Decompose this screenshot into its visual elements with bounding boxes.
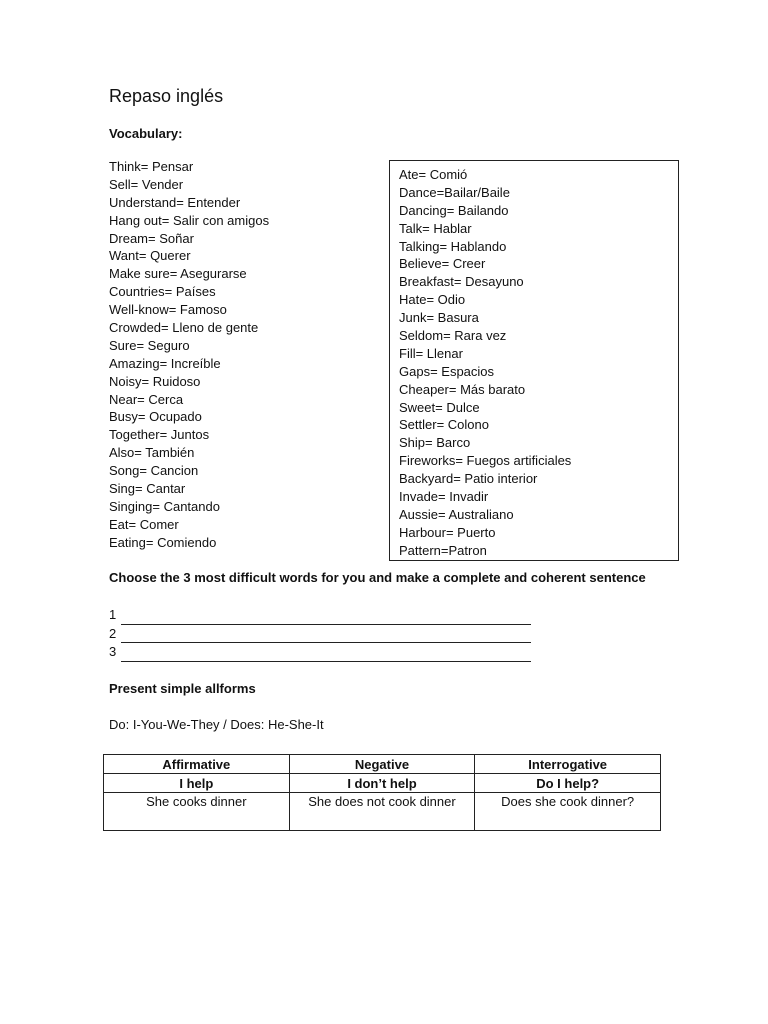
- present-simple-table: [103, 754, 661, 831]
- list-item: Amazing= Increíble: [109, 355, 221, 371]
- answer-line-2[interactable]: [109, 625, 531, 644]
- list-item: Countries= Países: [109, 284, 216, 300]
- do-does-rule: Do: I-You-We-They / Does: He-She-It: [109, 717, 324, 732]
- list-item: Believe= Creer: [399, 256, 486, 272]
- list-item: Ate= Comió: [399, 167, 468, 182]
- list-item: Cheaper= Más barato: [399, 381, 526, 397]
- list-item: Singing= Cantando: [109, 498, 220, 514]
- vocabulary-list-right: [399, 166, 571, 560]
- page-title: Repaso inglés: [109, 86, 224, 106]
- list-item: Dream= Soñar: [109, 230, 194, 246]
- list-item: Want= Querer: [109, 248, 191, 264]
- list-item: Ship= Barco: [399, 435, 471, 451]
- line-number: 3: [109, 644, 117, 659]
- subheader-interrogative: Do I help?: [475, 774, 661, 793]
- header-negative: Negative: [289, 755, 475, 774]
- vocabulary-heading: Vocabulary:: [109, 126, 183, 141]
- list-item: Crowded= Lleno de gente: [109, 320, 259, 336]
- list-item: Talking= Hablando: [399, 238, 507, 254]
- example-interrogative: Does she cook dinner?: [475, 793, 661, 831]
- vocabulary-box-right: [389, 160, 679, 561]
- list-item: Breakfast= Desayuno: [399, 274, 524, 290]
- subheader-negative: I don’t help: [289, 774, 475, 793]
- exercise-instruction: Choose the 3 most difficult words for you and make a complete and coherent sentence: [109, 570, 646, 585]
- list-item: Well-know= Famoso: [109, 302, 227, 318]
- list-item: Also= También: [109, 445, 195, 461]
- list-item: Pattern=Patron: [399, 542, 487, 558]
- subheader-affirmative: I help: [104, 774, 290, 793]
- table-row: [104, 793, 661, 831]
- list-item: Eating= Comiendo: [109, 534, 217, 550]
- blank-line[interactable]: [121, 629, 531, 643]
- list-item: Sing= Cantar: [109, 481, 186, 497]
- list-item: Sure= Seguro: [109, 337, 190, 353]
- list-item: Hang out= Salir con amigos: [109, 212, 270, 228]
- blank-line[interactable]: [121, 648, 531, 662]
- list-item: Talk= Hablar: [399, 220, 472, 236]
- line-number: 1: [109, 607, 117, 622]
- example-negative: She does not cook dinner: [289, 793, 475, 831]
- example-affirmative: She cooks dinner: [104, 793, 290, 831]
- answer-line-1[interactable]: [109, 606, 531, 625]
- list-item: Aussie= Australiano: [399, 506, 514, 522]
- list-item: Busy= Ocupado: [109, 409, 202, 425]
- blank-line[interactable]: [121, 611, 531, 625]
- table-row: [104, 774, 661, 793]
- list-item: Gaps= Espacios: [399, 363, 495, 379]
- list-item: Backyard= Patio interior: [399, 471, 538, 487]
- list-item: Settler= Colono: [399, 417, 489, 433]
- list-item: Junk= Basura: [399, 310, 479, 326]
- list-item: Make sure= Asegurarse: [109, 266, 247, 282]
- list-item: Invade= Invadir: [399, 489, 489, 505]
- list-item: Harbour= Puerto: [399, 524, 496, 540]
- list-item: Eat= Comer: [109, 516, 179, 532]
- list-item: Near= Cerca: [109, 391, 184, 407]
- line-number: 2: [109, 625, 117, 641]
- list-item: Understand= Entender: [109, 194, 241, 210]
- list-item: Sweet= Dulce: [399, 399, 480, 415]
- list-item: Think= Pensar: [109, 159, 194, 174]
- list-item: Fill= Llenar: [399, 345, 463, 361]
- header-affirmative: Affirmative: [104, 755, 290, 774]
- answer-lines: [109, 606, 531, 662]
- list-item: Noisy= Ruidoso: [109, 373, 201, 389]
- list-item: Hate= Odio: [399, 292, 466, 308]
- list-item: Song= Cancion: [109, 463, 199, 479]
- list-item: Together= Juntos: [109, 427, 210, 443]
- list-item: Dancing= Bailando: [399, 202, 509, 218]
- vocabulary-list-left: [109, 158, 269, 552]
- list-item: Dance=Bailar/Baile: [399, 184, 510, 200]
- present-simple-heading: Present simple allforms: [109, 681, 256, 696]
- list-item: Fireworks= Fuegos artificiales: [399, 453, 572, 469]
- list-item: Sell= Vender: [109, 176, 184, 192]
- header-interrogative: Interrogative: [475, 755, 661, 774]
- answer-line-3[interactable]: [109, 643, 531, 662]
- table-row: [104, 755, 661, 774]
- list-item: Seldom= Rara vez: [399, 328, 507, 344]
